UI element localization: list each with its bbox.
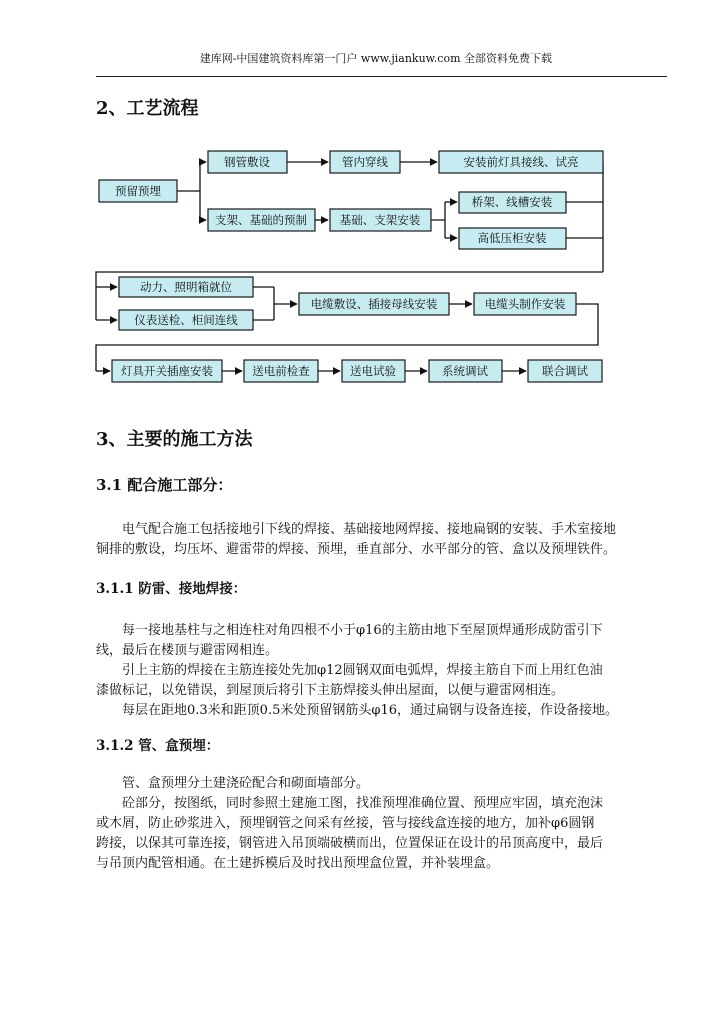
flow-node-label: 仪表送检、柜间连线 bbox=[134, 313, 238, 327]
flow-node-system-debug bbox=[429, 360, 502, 382]
section-3-1-2-title: 3.1.2 管、盒预埋： bbox=[96, 738, 220, 754]
text-line: 每一接地基柱与之相连柱对角四根不小于φ16的主筋由地下至屋顶焊通形成防雷引下 bbox=[122, 623, 603, 638]
flow-node-label: 系统调试 bbox=[442, 364, 488, 378]
flow-node-panel-placement bbox=[119, 277, 253, 297]
flow-node-bracket-prefab bbox=[208, 209, 315, 231]
flow-node-energize-test bbox=[342, 360, 405, 382]
flow-node-label: 送电试验 bbox=[350, 364, 396, 378]
text-line: 管、盒预埋分土建浇砼配合和砌面墙部分。 bbox=[122, 776, 370, 791]
text-line: 跨接，以保其可靠连接，钢管进入吊顶端破横而出，位置保证在设计的吊顶高度中，最后 bbox=[96, 836, 604, 851]
flow-node-label: 动力、照明箱就位 bbox=[140, 280, 232, 294]
flow-node-prebury bbox=[99, 180, 177, 202]
flow-node-lamp-test bbox=[439, 151, 603, 173]
section-2-title: 2、工艺流程 bbox=[96, 98, 199, 119]
flow-node-label: 支架、基础的预制 bbox=[215, 213, 307, 227]
text-line: 与吊顶内配管相通。在土建拆模后及时找出预埋盒位置，并补装埋盒。 bbox=[96, 856, 500, 871]
text-line: 砼部分，按图纸，同时参照土建施工图，找准预埋准确位置、预埋应牢固，填充泡沫 bbox=[122, 796, 604, 811]
flow-node-pre-energize-check bbox=[244, 360, 318, 382]
flow-node-cable-laying bbox=[299, 293, 449, 315]
flow-node-label: 管内穿线 bbox=[342, 155, 388, 169]
text-line: 漆做标记，以免错误，到屋顶后将引下主筋焊接头伸出屋面，以便与避雷网相连。 bbox=[96, 683, 565, 698]
flow-node-joint-debug bbox=[528, 360, 602, 382]
flow-node-label: 桥架、线槽安装 bbox=[471, 195, 553, 209]
flow-node-cable-head bbox=[474, 293, 576, 315]
flow-node-label: 钢管敷设 bbox=[224, 155, 270, 169]
flow-node-switchgear bbox=[459, 228, 566, 249]
section-3-1-2-paragraph bbox=[96, 774, 672, 874]
flow-node-label: 送电前检查 bbox=[252, 364, 310, 378]
flow-node-instrument-wiring bbox=[119, 310, 253, 330]
flow-node-tray-install bbox=[459, 192, 566, 213]
flow-node-label: 高低压柜安装 bbox=[477, 231, 547, 245]
flow-node-steel-pipe bbox=[208, 151, 287, 173]
flow-node-label: 安装前灯具接线、试亮 bbox=[463, 155, 579, 169]
flow-node-label: 电缆敷设、插接母线安装 bbox=[310, 297, 438, 311]
text-line: 引上主筋的焊接在主筋连接处先加φ12圆钢双面电弧焊，焊接主筋自下而上用红色油 bbox=[122, 663, 603, 678]
text-line: 电气配合施工包括接地引下线的焊接、基础接地网焊接、接地扁钢的安装、手术室接地 bbox=[122, 522, 617, 537]
text-line: 或木屑，防止砂浆进入，预埋钢管之间采有丝接，管与接线盒连接的地方，加补φ6圆钢 bbox=[96, 816, 595, 831]
flow-node-fixture-install bbox=[112, 360, 222, 382]
text-line: 每层在距地0.3米和距顶0.5米处预留钢筋头φ16，通过扁钢与设备连接，作设备接地。 bbox=[122, 703, 618, 718]
text-line: 线，最后在楼顶与避雷网相连。 bbox=[96, 643, 279, 658]
flow-node-label: 灯具开关插座安装 bbox=[121, 364, 213, 378]
flow-node-label: 联合调试 bbox=[542, 364, 588, 378]
section-3-1-1-paragraph bbox=[96, 621, 672, 721]
flow-node-label: 电缆头制作安装 bbox=[484, 297, 566, 311]
text-line: 铜排的敷设，均压坏、避雷带的焊接、预埋，垂直部分、水平部分的管、盒以及预埋铁件。 bbox=[96, 542, 617, 557]
section-3-1-1-title: 3.1.1 防雷、接地焊接： bbox=[96, 581, 247, 597]
section-3-title: 3、主要的施工方法 bbox=[96, 429, 253, 450]
process-flowchart bbox=[0, 0, 724, 400]
flow-node-wire-threading bbox=[330, 151, 400, 173]
section-3-1-paragraph bbox=[96, 520, 672, 560]
flow-node-label: 预留预埋 bbox=[115, 184, 161, 198]
flow-node-bracket-install bbox=[330, 209, 431, 231]
flow-node-label: 基础、支架安装 bbox=[339, 213, 421, 227]
header-text: 建库网-中国建筑资料库第一门户 www.jiankuw.com 全部资料免费下载 bbox=[199, 52, 552, 65]
section-3-1-title: 3.1 配合施工部分： bbox=[96, 476, 233, 494]
